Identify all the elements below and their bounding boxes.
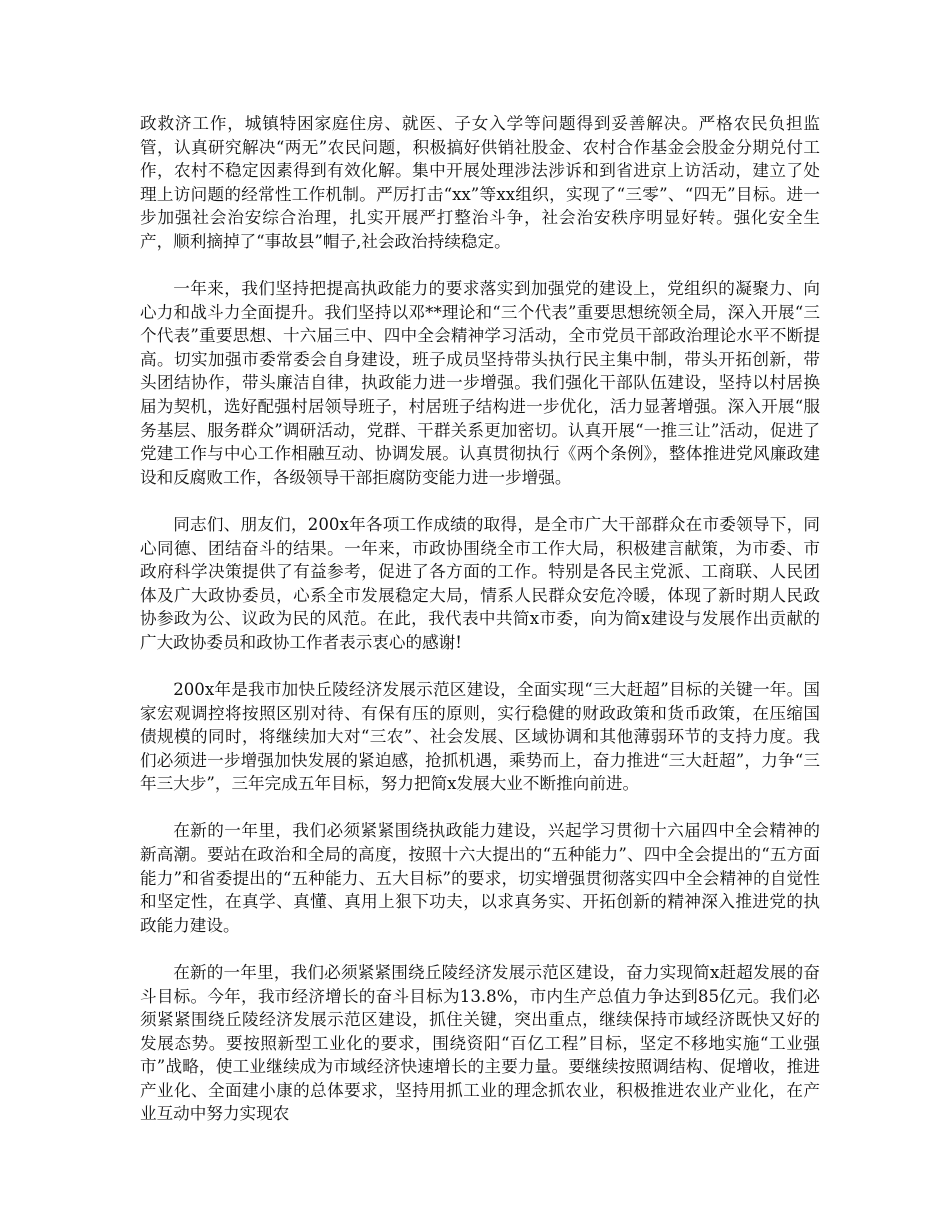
paragraph-thanks-to-cppcc: 同志们、朋友们，200x年各项工作成绩的取得，是全市广大干部群众在市委领导下，同心同德、团结奋斗的结果。一年来，市政协围绕全市工作大局，积极建言献策，为市委、市政府科学决策提供了有益参考，促进了各方面的工作。特别是各民主党派、工商联、人民团体及广大政协委员，心系全市发展稳定大局，情系人民群众安危冷暖，体现了新时期人民政协参政为公、议政为民的风范。在此，我代表中共简x市委，向为简x建设与发展作出贡献的广大政协委员和政协工作者表示衷心的感谢! — [140, 514, 820, 652]
paragraph-relief-and-stability: 政救济工作，城镇特困家庭住房、就医、子女入学等问题得到妥善解决。严格农民负担监管，认真研究解决“两无”农民问题，积极搞好供销社股金、农村合作基金会股金分期兑付工作，农村不稳定因素得到有效化解。集中开展处理涉法涉诉和到省进京上访活动，建立了处理上访问题的经常性工作机制。严厉打击“xx”等xx组织，实现了“三零”、“四无”目标。进一步加强社会治安综合治理，扎实开展严打整治斗争，社会治安秩序明显好转。强化安全生产，顺利摘掉了“事故县”帽子,社会政治持续稳定。 — [140, 114, 820, 251]
paragraph-economic-goals: 在新的一年里，我们必须紧紧围绕丘陵经济发展示范区建设，奋力实现简x赶超发展的奋斗目标。今年，我市经济增长的奋斗目标为13.8%，市内生产总值力争达到85亿元。我们必须紧紧围绕丘陵经济发展示范区建设，抓住关键，突出重点，继续保持市域经济既快又好的发展态势。要按照新型工业化的要求，围绕资阳“百亿工程”目标，坚定不移地实施“工业强市”战略，使工业继续成为市域经济快速增长的主要力量。要继续按照调结构、促增收，推进产业化、全面建小康的总体要求，坚持用抓工业的理念抓农业，积极推进农业产业化，在产业互动中努力实现农 — [140, 962, 820, 1124]
paragraph-governing-capacity: 在新的一年里，我们必须紧紧围绕执政能力建设，兴起学习贯彻十六届四中全会精神的新高潮。要站在政治和全局的高度，按照十六大提出的“五种能力”、四中全会提出的“五方面能力”和省委提出的“五种能力、五大目标”的要求，切实增强贯彻落实四中全会精神的自觉性和坚定性，在真学、真懂、真用上狠下功夫，以求真务实、开拓创新的精神深入推进党的执政能力建设。 — [140, 821, 820, 935]
paragraph-party-building: 一年来，我们坚持把提高执政能力的要求落实到加强党的建设上，党组织的凝聚力、向心力和战斗力全面提升。我们坚持以邓**理论和“三个代表”重要思想统领全局，深入开展“三个代表”重要思想、十六届三中、四中全会精神学习活动，全市党员干部政治理论水平不断提高。切实加强市委常委会自身建设，班子成员坚持带头执行民主集中制，带头开拓创新，带头团结协作，带头廉洁自律，执政能力进一步增强。我们强化干部队伍建设，坚持以村居换届为契机，选好配强村居领导班子，村居班子结构进一步优化，活力显著增强。深入开展“服务基层、服务群众”调研活动，党群、干群关系更加密切。认真开展“一推三让”活动，促进了党建工作与中心工作相融互动、协调发展。认真贯彻执行《两个条例》，整体推进党风廉政建设和反腐败工作，各级领导干部拒腐防变能力进一步增强。 — [140, 279, 820, 487]
paragraph-key-year: 200x年是我市加快丘陵经济发展示范区建设，全面实现“三大赶超”目标的关键一年。国家宏观调控将按照区别对待、有保有压的原则，实行稳健的财政政策和货币政策，在压缩国债规模的同时，将继续加大对“三农”、社会发展、区域协调和其他薄弱环节的支持力度。我们必须进一步增强加快发展的紧迫感，抢抓机遇，乘势而上，奋力推进“三大赶超”，力争“三年三大步”，三年完成五年目标，努力把简x发展大业不断推向前进。 — [140, 679, 820, 794]
document-body — [140, 112, 820, 1150]
